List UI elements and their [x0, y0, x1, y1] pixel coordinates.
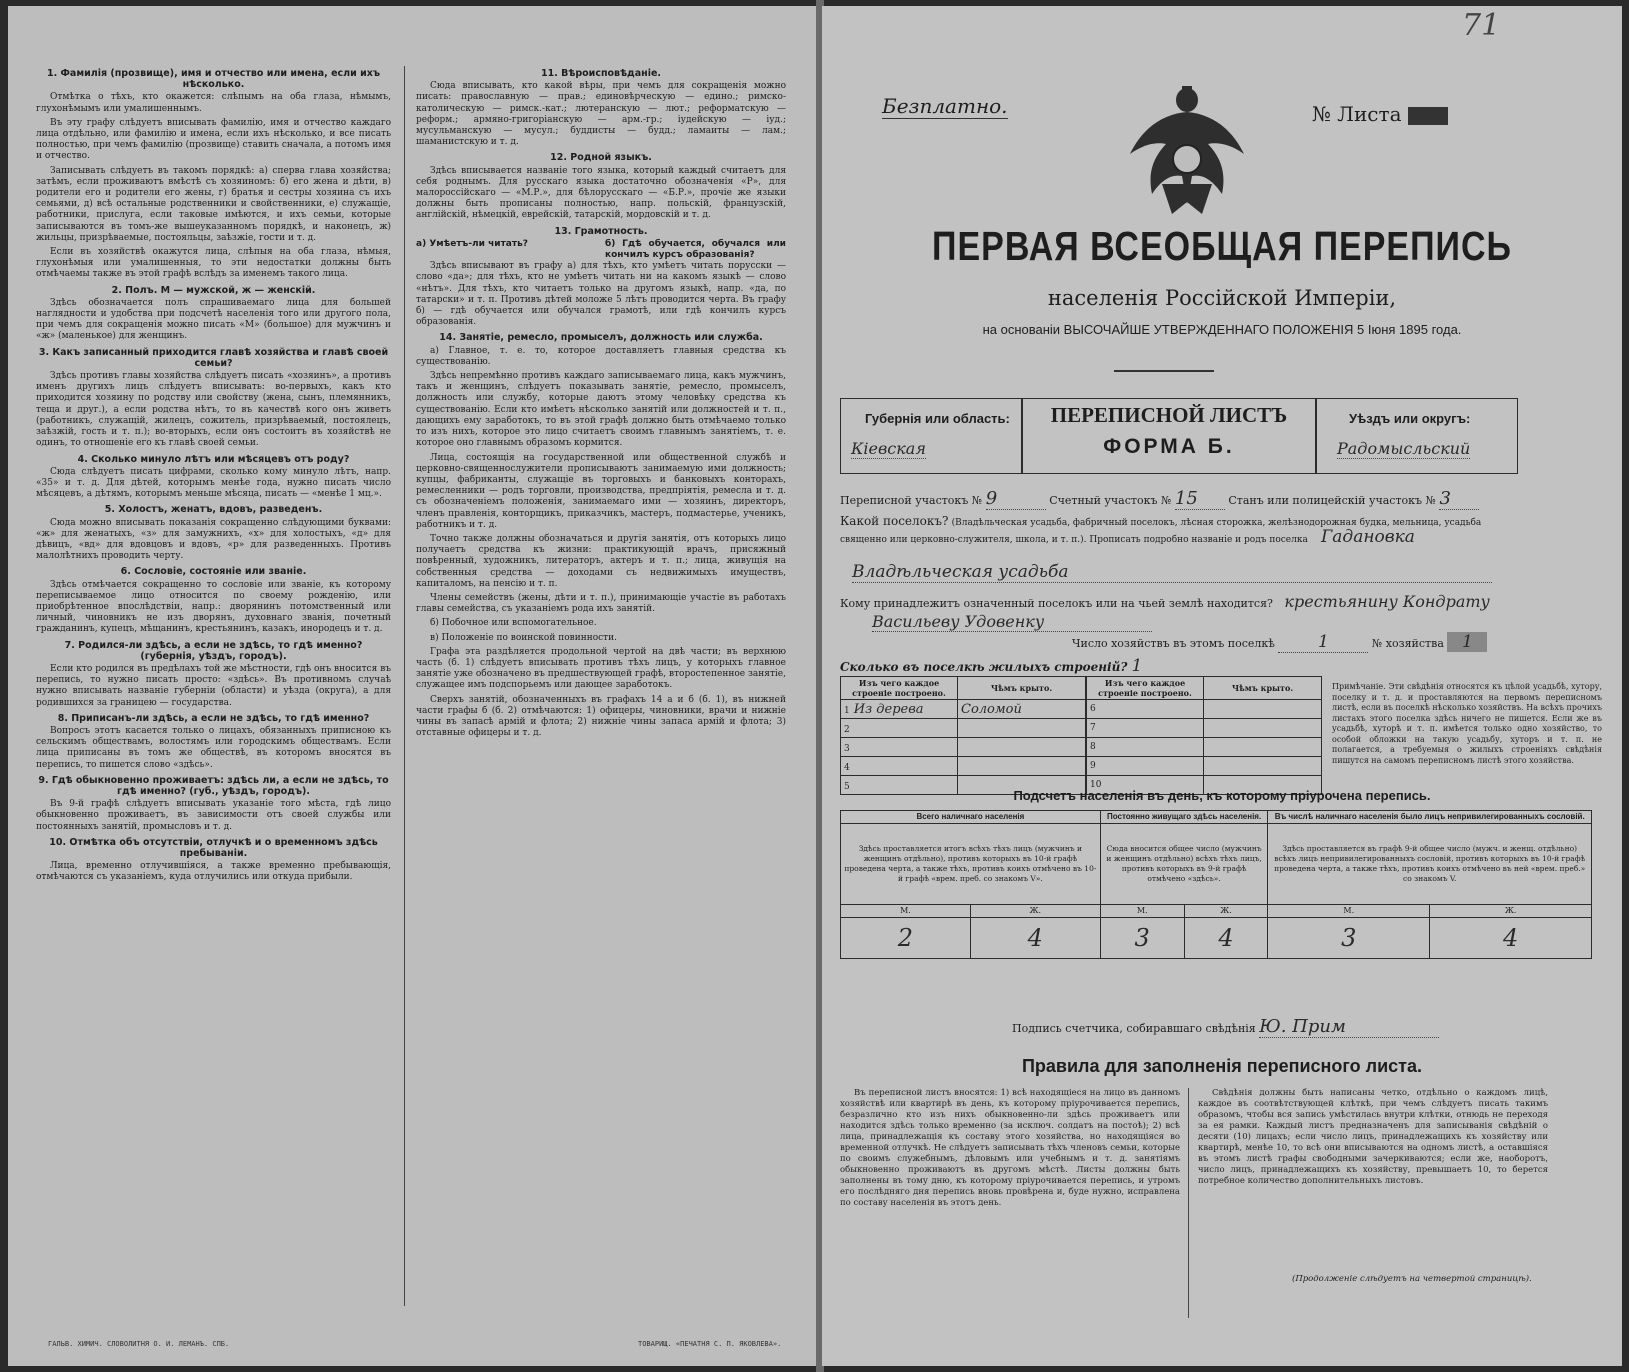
count-column-heading: Въ числѣ наличнаго населенія было лицъ непривилегированныхъ сословій.	[1268, 811, 1592, 824]
right-page	[822, 6, 1622, 1366]
building-number: 8	[1087, 738, 1204, 757]
settlement-hint: (Владѣльческая усадьба, фабричный поселокъ, лѣсная сторожка, желѣзнодорожная будка, мельница, усадьба священно или церковно-служителя, школа, и т. п.). Прописать подробно названіе и родъ поселка	[840, 518, 1482, 545]
building-number: 1	[844, 705, 850, 716]
paragraph: Сюда вписывать, кто какой вѣры, при чемъ для сокращенія можно писать: православную — прав.; единовѣрческую — едино.; римско-католическую — римск.-кат.; лютеранскую — лют.; реформатскую — реформ.; армяно-григоріанскую — арм.-гр.; іудейскую — іуд.; мусульманскую — мусул.; буддисты — будд.; ламаиты — лам.; шаманистскую и т. д.	[416, 81, 786, 148]
section-heading: 1. Фамилія (прозвище), имя и отчество или имена, если ихъ нѣсколько.	[46, 68, 381, 91]
count-district-value: 15	[1175, 488, 1225, 510]
stan-label: Станъ или полицейскій участокъ №	[1228, 494, 1436, 507]
paragraph: Въ 9-й графѣ слѣдуетъ вписывать указаніе того мѣста, гдѣ лицо обыкновенно проживаетъ, въ зависимости отъ своей службы или постоянныхъ занятій, промысловъ и т. д.	[36, 799, 391, 832]
paragraph: Точно также должны обозначаться и другія занятія, отъ которыхъ лицо получаетъ средства къ жизни: практикующій врачъ, присяжный повѣренный, художникъ, литераторъ, актеръ и т. п.; лица, живущія на собственныя средства — доходами съ недвижимыхъ имуществъ, капиталомъ, на пенсію и т. п.	[416, 533, 786, 589]
paragraph: а) Главное, т. е. то, которое доставляетъ главныя средства къ существованію.	[416, 345, 786, 367]
paragraph: Вопросъ этотъ касается только о лицахъ, обязанныхъ приписною къ сельскимъ обществамъ, волостямъ или городскимъ обществамъ. Если лица приписаны въ томъ же обществѣ, въ которомъ вносятся въ перепись, то пишется слово «здѣсь».	[36, 725, 391, 770]
district-value: 9	[986, 488, 1046, 510]
form-code: ФОРМА Б.	[1103, 435, 1235, 458]
rules-title: Правила для заполненія переписного листа.	[1021, 1056, 1423, 1076]
bt-head-material-2: Изъ чего каждое строеніе построено.	[1087, 677, 1204, 700]
sheet-number-text: № Листа	[1312, 102, 1402, 126]
building-number: 6	[1087, 700, 1204, 719]
count-column-heading: Постоянно живущаго здѣсь населенія.	[1100, 811, 1268, 824]
households-line	[1072, 632, 1487, 653]
column-divider	[404, 66, 405, 1306]
settlement-value-1: Гадановка	[1321, 527, 1415, 547]
building-row	[1087, 738, 1322, 757]
paragraph: Сверхъ занятій, обозначенныхъ въ графахъ 14 а и б (б. 1), въ нижней части графы б (б. 2) отмѣчаются: 1) офицеры, чиновники, врачи и нижніе чины въ запасѣ армій и флота; 2) нижніе чины запаса армій и флота; 3) отставные офицеры и т. д.	[416, 694, 786, 739]
bt-head-roof: Чѣмъ крыто.	[958, 677, 1086, 700]
paragraph: Лица, временно отлучившіяся, а также временно пребывающія, отмѣчаются съ указаніемъ, куда отлучились или откуда прибыли.	[36, 861, 391, 883]
female-count: 4	[1184, 918, 1268, 959]
count-column-description: Здѣсь проставляется итогъ всѣхъ тѣхъ лицъ (мужчинъ и женщинъ отдѣльно), противъ которыхъ въ 10-й графѣ проведена черта, а также тѣхъ, противъ коихъ отмѣчено въ 10-й графѣ «врем. преб. со знакомъ V».	[841, 824, 1101, 905]
signature-line	[1012, 1016, 1439, 1038]
male-count: 3	[1268, 918, 1430, 959]
building-row	[1087, 700, 1322, 719]
sheet-number-stamp	[1408, 107, 1448, 125]
rules-divider	[1188, 1088, 1189, 1318]
free-label: Безплатно.	[882, 94, 1008, 118]
census-subtitle: населенія Россійской Имперіи,	[1047, 286, 1397, 310]
settlement-block	[840, 514, 1530, 547]
buildings-table-right	[1086, 676, 1322, 795]
uezd-value: Радомысльский	[1337, 439, 1471, 458]
count-column-description: Сюда вносится общее число (мужчинъ и женщинъ отдѣльно) всѣхъ тѣхъ лицъ, противъ которыхъ въ 9-й графѣ отмѣчено «здѣсь».	[1100, 824, 1268, 905]
uezd-label: Уѣздъ или округъ:	[1349, 411, 1471, 426]
building-roof	[1204, 738, 1322, 757]
uezd-box	[1316, 398, 1518, 474]
paragraph: Члены семействъ (жены, дѣти и т. п.), принимающіе участіе въ работахъ главы семейства, съ указаніемъ рода ихъ занятій.	[416, 592, 786, 615]
paragraph: Здѣсь противъ главы хозяйства слѣдуетъ писать «хозяинъ», а противъ именъ другихъ лицъ слѣдуетъ вписывать: во-первыхъ, какъ кто приходится хозяину по родству или свойству (жена, сынъ, племянникъ, теща и друг.), а если родства нѣтъ, то въ качествѣ кого онъ живетъ (работникъ, служащій, жилецъ, сожитель, призрѣваемый, постоялецъ, заѣзжій, гость и т. п.); во-вторыхъ, если онъ состоитъ въ хозяйствѣ не одинъ, то отношеніе его къ главѣ своей семьи.	[36, 371, 391, 449]
count-district-label: Счетный участокъ №	[1049, 494, 1172, 507]
building-material	[841, 700, 958, 719]
section-heading: 3. Какъ записанный приходится главѣ хозяйства и главѣ своей семьи?	[38, 346, 389, 369]
male-count: 2	[841, 918, 971, 959]
instructions-column-2	[416, 64, 786, 742]
section-heading: 5. Холостъ, женатъ, вдовъ, разведенъ.	[104, 504, 323, 516]
bt-head-roof-2: Чѣмъ крыто.	[1204, 677, 1322, 700]
building-row	[841, 738, 1086, 757]
building-row	[841, 719, 1086, 738]
male-label: М.	[1100, 905, 1184, 918]
province-value: Кіевская	[851, 439, 926, 458]
building-number: 10	[1087, 776, 1204, 795]
paragraph: Здѣсь вписывают въ графу а) для тѣхъ, кто умѣетъ читать порусски — слово «да»; для тѣхъ, кто не умѣетъ читать ни на какомъ языкѣ — слово «нѣтъ». Для тѣхъ, кто читаетъ только на другомъ языкѣ, напр. «да, по татарски» и т. п. Противъ дѣтей моложе 5 лѣтъ проводится черта. Въ графу б) — гдѣ обучается или обучался грамотѣ, или гдѣ кончилъ курсъ образованія.	[416, 261, 786, 328]
left-page	[8, 6, 818, 1366]
subheading: а) Умѣетъ-ли читать?	[416, 238, 528, 249]
census-basis: на основаніи ВЫСОЧАЙШЕ УТВЕРЖДЕННАГО ПОЛОЖЕНІЯ 5 Іюня 1895 года.	[982, 322, 1462, 337]
buildings-value: 1	[1132, 656, 1222, 677]
subheading-row	[416, 239, 786, 261]
buildings-note: Примѣчаніе. Эти свѣдѣнія относятся къ цѣлой усадьбѣ, хутору, поселку и т. д. и проставляются на первомъ переписномъ листѣ, если въ поселкѣ нѣсколько хозяйствъ. На всѣхъ прочихъ листахъ этого поселка здѣсь ничего не пишется. Если же въ усадьбѣ, хуторѣ и т. п. имѣется только одно хозяйство, то особой обложки на такую усадьбу, хуторъ и т. п. не полагается, а требуемыя о жилыхъ строеніяхъ свѣдѣнія пишутся на самомъ переписномъ листѣ этого хозяйства.	[1332, 682, 1602, 765]
building-number: 9	[1087, 757, 1204, 776]
rules-right: Свѣдѣнія должны быть написаны четко, отдѣльно о каждомъ лицѣ, каждое въ соотвѣтствующей клѣткѣ, при чемъ слѣдуетъ писать такимъ образомъ, чтобы вся запись умѣстилась внутри клѣтки, отнюдь не переходя за ея рамки. Каждый листъ предназначенъ для записыванія свѣдѣній о десяти (10) лицахъ; если число лицъ, принадлежащихъ къ хозяйству или квартирѣ, менѣе 10, то всѣ они вписываются на одномъ листѣ, а оставшіяся въ этомъ листѣ графы свободными зачеркиваются; если же, наоборотъ, число лицъ, принадлежащихъ къ хозяйству, превышаетъ 10, то берется потребное количество дополнительныхъ листовъ.	[1198, 1088, 1548, 1186]
paragraph: в) Положеніе по воинской повинности.	[430, 632, 617, 643]
title-rule	[1114, 370, 1214, 372]
rules-footer: (Продолженіе слѣдуетъ на четвертой страницѣ).	[1292, 1274, 1532, 1284]
paragraph: Сюда слѣдуетъ писать цифрами, сколько кому минуло лѣтъ, напр. «35» и т. д. Для дѣтей, которымъ менѣе года, нужно писать число мѣсяцевъ, а дѣтямъ, которымъ меньше мѣсяца, писать — «менѣе 1 мц.».	[36, 466, 391, 500]
building-roof	[1204, 757, 1322, 776]
building-row	[841, 700, 1086, 719]
building-number: 4	[844, 762, 850, 773]
count-column-description: Здѣсь проставляется въ графѣ 9-й общее число (мужч. и женщ. отдѣльно) всѣхъ лицъ непривилегированныхъ сословій, противъ которыхъ въ 10-й графѣ проведена черта, а также тѣхъ, противъ коихъ отмѣчено въ ней «врем. преб.» со знакомъ V.	[1268, 824, 1592, 905]
bt-head-material: Изъ чего каждое строеніе построено.	[841, 677, 958, 700]
page-number: 71	[1462, 8, 1501, 43]
building-roof	[958, 738, 1086, 757]
section-heading: 13. Грамотность.	[554, 225, 648, 237]
section-heading: 12. Родной языкъ.	[550, 152, 652, 164]
buildings-line	[840, 656, 1222, 677]
imprint-left: ГАЛЬВ. ХИМИЧ. СЛОВОЛИТНЯ О. И. ЛЕМАНЪ. СПБ.	[48, 1340, 230, 1348]
sheet-number-label	[1312, 102, 1448, 126]
section-heading: 7. Родился-ли здѣсь, а если не здѣсь, то гдѣ именно? (губернія, уѣздъ, городъ).	[64, 639, 363, 662]
buildings-table-left	[840, 676, 1086, 795]
paragraph: Здѣсь вписывается названіе того языка, который каждый считаетъ для себя роднымъ. Для русскаго языка достаточно обозначенія «Р», для малороссійскаго — «М.Р.», для бѣлорусскаго — «Б.Р.», прочіе же языки должны быть прописаны полностью, напр. польскій, французскій, англійскій, нѣмецкій, еврейскій, татарскій, мордовскій и т. д.	[416, 165, 786, 221]
section-heading: 2. Полъ. М — мужской, ж — женскій.	[111, 284, 316, 296]
census-title: ПЕРВАЯ ВСЕОБЩАЯ ПЕРЕПИСЬ	[932, 224, 1512, 270]
form-title: ПЕРЕПИСНОЙ ЛИСТЪ	[1050, 403, 1288, 427]
paragraph: Отмѣтка о тѣхъ, кто окажется: слѣпымъ на оба глаза, нѣмымъ, глухонѣмымъ или умалишеннымъ.	[36, 92, 391, 114]
male-count: 3	[1100, 918, 1184, 959]
owner-label: Кому принадлежитъ означенный поселокъ или на чьей землѣ находится?	[840, 597, 1273, 610]
rules-left: Въ переписной листъ вносятся: 1) всѣ находящіеся на лицо въ данномъ хозяйствѣ или квартирѣ въ день, къ которому пріурочивается перепись, безразлично кто изъ нихъ обыкновенно-ли здѣсь проживаетъ или находится здѣсь только временно (за исключ. солдатъ на постоѣ); 2) всѣ лица, принадлежащія къ составу этого хозяйства, но находящіяся во временной отлучкѣ. Не слѣдуетъ записывать тѣхъ членовъ семьи, которые по своимъ служебнымъ, дѣловымъ или учебнымъ и т. д. занятіямъ обыкновенно проживаютъ въ другомъ мѣстѣ. Листы должны быть заполнены въ тому дню, къ которому пріурочивается перепись, и утромъ его послѣдняго дня перепись вновь провѣрена и, буде нужно, исправлена по составу населенія въ этотъ день.	[840, 1088, 1180, 1208]
building-row	[1087, 757, 1322, 776]
imperial-eagle-icon	[1122, 84, 1252, 224]
building-row	[1087, 719, 1322, 738]
section-heading: 14. Занятіе, ремесло, промыселъ, должность или служба.	[439, 332, 763, 344]
imprint-right: ТОВАРИЩ. «ПЕЧАТНЯ С. П. ЯКОВЛЕВА».	[638, 1340, 782, 1348]
province-label: Губернія или область:	[865, 411, 1010, 426]
female-label: Ж.	[1430, 905, 1592, 918]
building-roof	[958, 757, 1086, 776]
male-label: М.	[1268, 905, 1430, 918]
building-number: 3	[844, 743, 850, 754]
section-heading: 10. Отмѣтка объ отсутствіи, отлучкѣ и о временномъ здѣсь пребываніи.	[49, 836, 378, 859]
female-label: Ж.	[970, 905, 1100, 918]
building-roof	[1204, 700, 1322, 719]
building-row	[841, 757, 1086, 776]
paragraph: Здѣсь непремѣнно противъ каждаго записываемаго лица, какъ мужчинъ, такъ и женщинъ, слѣдуетъ показывать занятіе, ремесло, промыселъ, должность или службу, которые даютъ этому человѣку средства къ существованію. Если кто имѣетъ нѣсколько занятій или должностей и т. п., дающихъ ему заработокъ, то въ этой графѣ должно быть отмѣчаемо только то изъ нихъ, которое это лицо считаетъ своимъ главнымъ занятіемъ, т. е. которое оно главнымъ образомъ кормится.	[416, 371, 786, 449]
household-no-value: 1	[1447, 632, 1487, 652]
building-material	[841, 738, 958, 757]
paragraph: Записывать слѣдуетъ въ такомъ порядкѣ: а) сперва глава хозяйства; затѣмъ, если проживаютъ вмѣстѣ съ хозяиномъ: б) его жена и дѣти, в) родители его и родители его жены, г) братья и сестры хозяина съ ихъ семьями, д) всѣ остальные родственники и свойственники, е) служащіе, работники, прислуга, если таковые имѣются, и ихъ семьи, которые записываются въ томъ-же вышеуказанномъ порядкѣ, и наконецъ, ж) жильцы, призрѣваемые, постояльцы, заѣзжіе, гости и т. д.	[36, 165, 391, 243]
count-column-heading: Всего наличнаго населенія	[841, 811, 1101, 824]
settlement-value-2: Владѣльческая усадьба	[852, 562, 1492, 583]
section-heading: 8. Приписанъ-ли здѣсь, а если не здѣсь, то гдѣ именно?	[57, 712, 370, 724]
section-heading: 6. Сословіе, состояніе или званіе.	[120, 566, 307, 578]
form-title-box	[1022, 398, 1316, 474]
population-count-table	[840, 810, 1592, 959]
building-roof	[958, 719, 1086, 738]
paragraph: Здѣсь отмѣчается сокращенно то сословіе или званіе, къ которому переписываемое лицо относится по своему рожденію, или приобрѣтенное впослѣдствіи, напр.: дворянинъ потомственный или личный, чиновникъ не изъ дворянъ, духовнаго званія, почетный гражданинъ, купецъ, мѣщанинъ, крестьянинъ, казакъ, инородецъ и т. д.	[36, 579, 391, 635]
signature-value: Ю. Прим	[1259, 1016, 1439, 1038]
households-value: 1	[1278, 632, 1368, 653]
male-label: М.	[841, 905, 971, 918]
paragraph: Здѣсь обозначается полъ спрашиваемаго лица для большей наглядности и удобства при подсчетѣ населенія того или другого пола, при чемъ для сокращенія можно писать «М» (большое) для мужчинъ и «ж» (маленькое) для женщинъ.	[36, 297, 391, 342]
section-heading: 11. Вѣроисповѣданіе.	[540, 68, 662, 79]
paragraph: Лица, состоящія на государственной или общественной службѣ и церковно-священнослужители прописываютъ занимаемую ими должность; купцы, фабриканты, служащіе въ торговыхъ и банковыхъ конторахъ, ремесленники — родъ торговли, производства, предпріятія, ремесла и т. д. съ обозначеніемъ положенія, занимаемаго ими — хозяинъ, директоръ, членъ правленія, конторщикъ, приказчикъ, мастеръ, подмастерье, ученикъ, работникъ и т. д.	[416, 452, 786, 530]
count-title: Подсчетъ населенія въ день, къ которому пріурочена перепись.	[1013, 788, 1431, 803]
instructions-column-1	[36, 64, 391, 887]
section-heading: 4. Сколько минуло лѣтъ или мѣсяцевъ отъ роду?	[77, 453, 350, 465]
building-material	[841, 719, 958, 738]
paragraph: Сюда можно вписывать показанія сокращенно слѣдующими буквами: «ж» для женатыхъ, «з» для замужнихъ, «х» для холостыхъ, «д» для дѣвицъ, «вд» для вдовцовъ и вдовъ, «р» для разведенныхъ. Противъ малолѣтнихъ проводить черту.	[36, 517, 391, 562]
paragraph: Если въ хозяйствѣ окажутся лица, слѣпыя на оба глаза, нѣмыя, глухонѣмыя или умалишенныя, то эти недостатки должны быть отмѣчаемы также въ этой графѣ вслѣдъ за именемъ такого лица.	[36, 247, 391, 280]
households-label: Число хозяйствъ въ этомъ поселкѣ	[1072, 637, 1275, 650]
district-line	[840, 488, 1500, 510]
owner-line	[840, 592, 1530, 611]
owner-value-2: Васильеву Удовенку	[872, 612, 1152, 632]
signature-label: Подпись счетчика, собиравшаго свѣдѣнія	[1012, 1022, 1256, 1035]
female-label: Ж.	[1184, 905, 1268, 918]
owner-value-1: крестьянину Кондрату	[1284, 592, 1490, 611]
paragraph: б) Побочное или вспомогательное.	[430, 618, 597, 629]
paragraph: Въ эту графу слѣдуетъ вписывать фамилію, имя и отчество каждаго лица отдѣльно, или фамилію и имена, если ихъ нѣсколько, и все писать полностью, при чемъ фамилію (прозвище) ставить сначала, а потомъ имя и отчество.	[36, 117, 391, 162]
settlement-label: Какой поселокъ?	[840, 514, 949, 528]
building-roof	[1204, 719, 1322, 738]
paragraph: Графа эта раздѣляется продольной чертой на двѣ части; въ верхнюю часть (б. 1) слѣдуетъ вписывать противъ тѣхъ лицъ, у которыхъ главное занятіе уже обозначено въ предшествующей графѣ, второстепенное занятіе, служащее имъ подспорьемъ или дающее заработокъ.	[416, 646, 786, 691]
building-roof: Соломой	[958, 700, 1086, 719]
paragraph: Если кто родился въ предѣлахъ той же мѣстности, гдѣ онъ вносится въ перепись, то нужно писать просто: «здѣсь». Въ противномъ случаѣ нужно вписывать названіе губерніи (области) и уѣзда (округа), а для родившихся за границею — государства.	[36, 663, 391, 708]
buildings-label: Сколько въ поселкѣ жилыхъ строеній?	[840, 660, 1128, 674]
province-box	[840, 398, 1022, 474]
section-heading: 9. Гдѣ обыкновенно проживаетъ: здѣсь ли, а если не здѣсь, то гдѣ именно? (губ., уѣздъ, городъ).	[38, 774, 389, 797]
subheading: б) Гдѣ обучается, обучался или кончилъ курсъ образованія?	[605, 238, 786, 261]
building-material	[841, 757, 958, 776]
household-no-label: № хозяйства	[1371, 637, 1444, 650]
building-number: 5	[844, 781, 850, 792]
district-label: Переписной участокъ №	[840, 494, 983, 507]
stan-value: 3	[1439, 488, 1479, 510]
building-number: 7	[1087, 719, 1204, 738]
building-material-value: Из дерева	[853, 701, 924, 717]
female-count: 4	[970, 918, 1100, 959]
building-number: 2	[844, 724, 850, 735]
female-count: 4	[1430, 918, 1592, 959]
